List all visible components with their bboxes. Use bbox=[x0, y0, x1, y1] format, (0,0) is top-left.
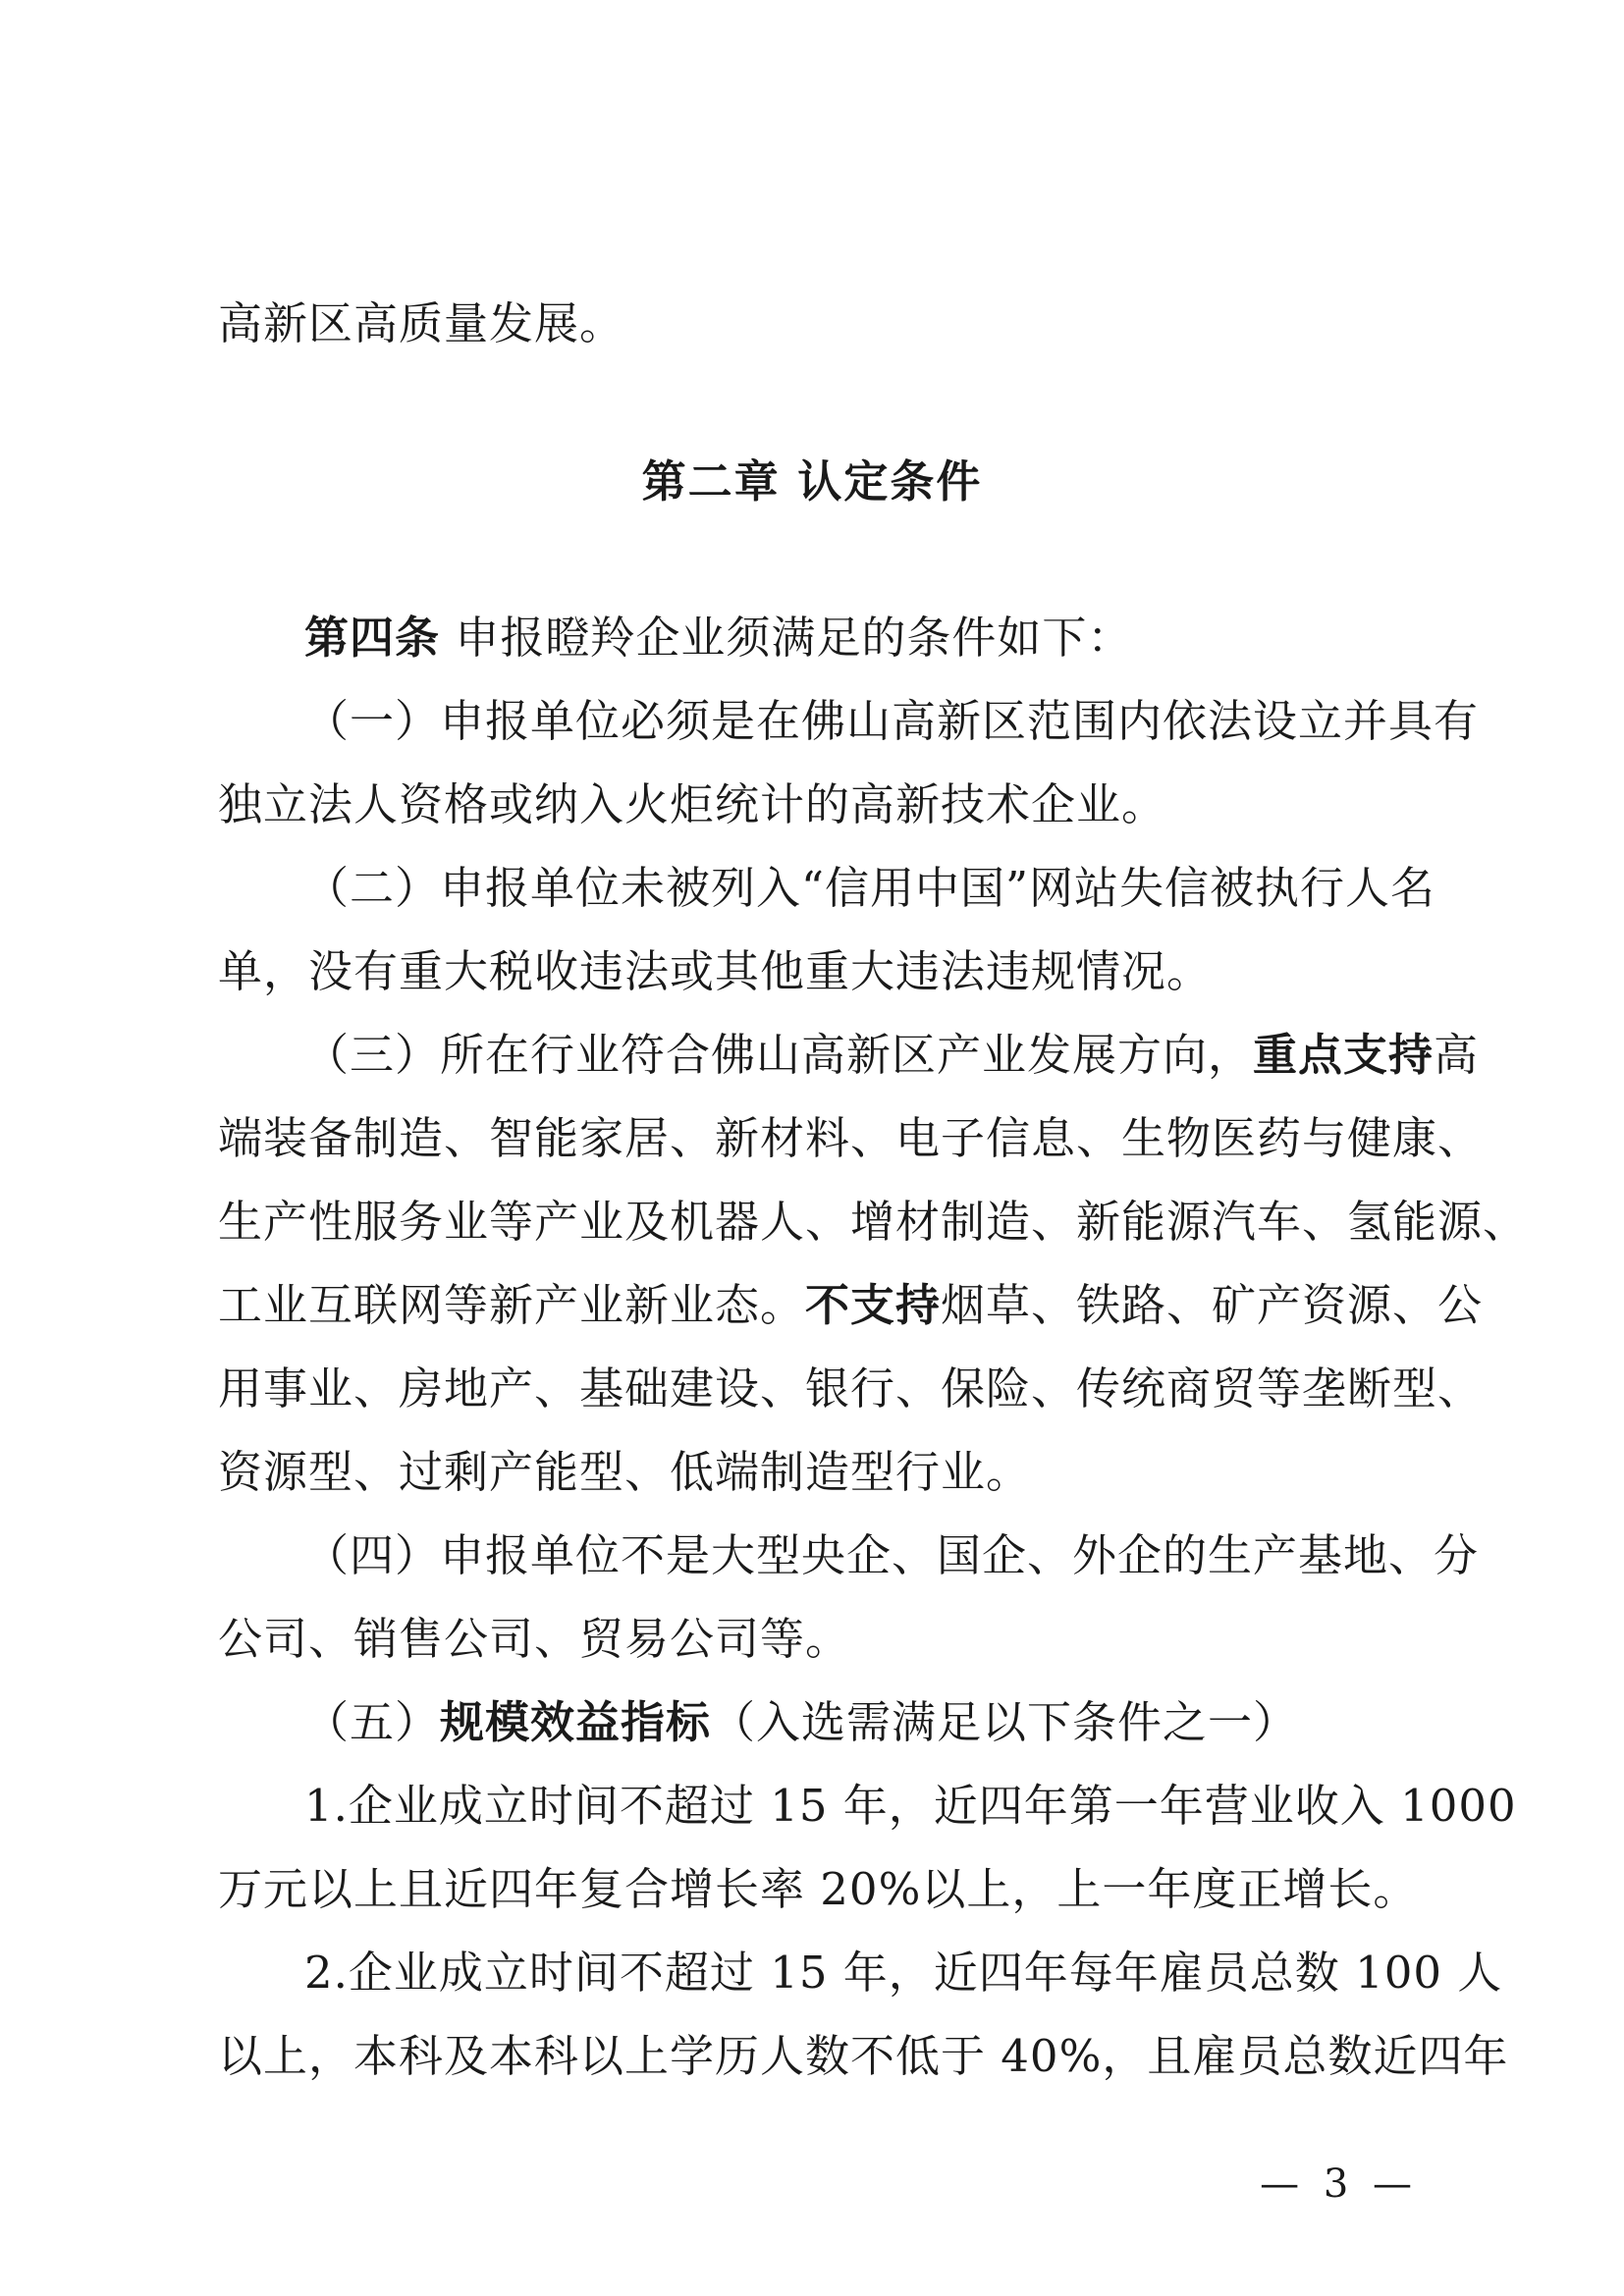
item-1-line-1: （一）申报单位必须是在佛山高新区范围内依法设立并具有 bbox=[304, 695, 1480, 747]
not-supported-label: 不支持 bbox=[805, 1279, 942, 1331]
item-3-line-2: 端装备制造、智能家居、新材料、电子信息、生物医药与健康、 bbox=[218, 1112, 1484, 1164]
item-2-line-1: （二）申报单位未被列入“信用中国”网站失信被执行人名 bbox=[304, 862, 1436, 914]
item-5 bbox=[304, 1693, 1426, 1752]
chapter-title: 第二章 认定条件 bbox=[641, 455, 983, 507]
page-number: — 3 — bbox=[1260, 2162, 1418, 2207]
article-text: 申报瞪羚企业须满足的条件如下： bbox=[455, 612, 1133, 664]
item-3-line-4 bbox=[218, 1276, 1484, 1335]
item-3-line-5: 用事业、房地产、基础建设、银行、保险、传统商贸等垄断型、 bbox=[218, 1362, 1484, 1415]
scale-benefit-label: 规模效益指标 bbox=[440, 1696, 712, 1748]
key-support-label: 重点支持 bbox=[1253, 1029, 1435, 1081]
criteria-1-line-2: 万元以上且近四年复合增长率 20%以上，上一年度正增长。 bbox=[218, 1863, 1419, 1915]
item-3-line-4-pre: 工业互联网等新产业新业态。 bbox=[218, 1279, 806, 1331]
item-3-line-1-post: 高 bbox=[1434, 1029, 1480, 1081]
item-4-line-1: （四）申报单位不是大型央企、国企、外企的生产基地、分 bbox=[304, 1529, 1480, 1581]
item-1-line-2: 独立法人资格或纳入火炬统计的高新技术企业。 bbox=[218, 778, 1167, 830]
item-3-line-1-pre: （三）所在行业符合佛山高新区产业发展方向， bbox=[304, 1029, 1254, 1081]
item-2-line-2: 单，没有重大税收违法或其他重大违法违规情况。 bbox=[218, 945, 1213, 997]
item-3-line-1 bbox=[304, 1026, 1480, 1085]
item-3-line-3: 生产性服务业等产业及机器人、增材制造、新能源汽车、氢能源、 bbox=[218, 1196, 1529, 1248]
continuation-text: 高新区高质量发展。 bbox=[218, 297, 625, 349]
criteria-1-line-1: 1.企业成立时间不超过 15 年，近四年第一年营业收入 1000 bbox=[304, 1780, 1517, 1832]
criteria-2-line-2: 以上，本科及本科以上学历人数不低于 40%，且雇员总数近四年 bbox=[218, 2030, 1509, 2082]
item-5-prefix: （五） bbox=[304, 1696, 441, 1748]
item-3-line-4-post: 烟草、铁路、矿产资源、公 bbox=[941, 1279, 1484, 1331]
item-5-suffix: （入选需满足以下条件之一） bbox=[711, 1696, 1299, 1748]
item-4-line-2: 公司、销售公司、贸易公司等。 bbox=[218, 1613, 851, 1665]
article-label: 第四条 bbox=[304, 612, 441, 664]
item-3-line-6: 资源型、过剩产能型、低端制造型行业。 bbox=[218, 1446, 1032, 1498]
criteria-2-line-1: 2.企业成立时间不超过 15 年，近四年每年雇员总数 100 人 bbox=[304, 1947, 1503, 1999]
article-4 bbox=[304, 609, 1426, 667]
